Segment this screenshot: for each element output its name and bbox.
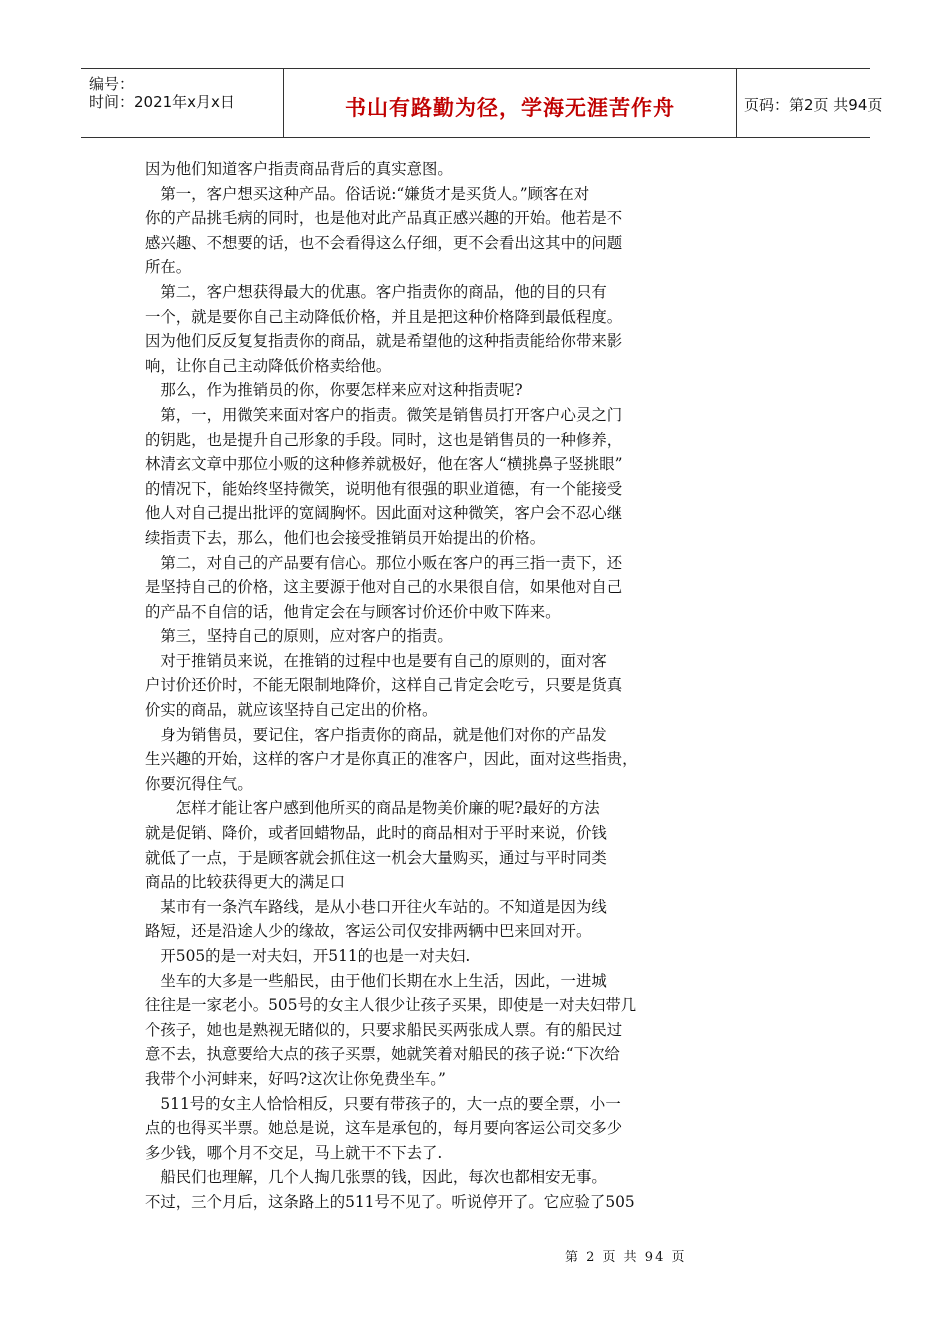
- body-text-line: 就是促销、降价，或者回蜡物品，此时的商品相对于平时来说，价钱: [145, 824, 607, 843]
- body-text-line: 开505的是一对夫妇，开511的也是一对夫妇.: [145, 947, 471, 965]
- body-text-line: 的产品不自信的话，他肯定会在与顾客讨价还价中败下阵来。: [145, 602, 561, 621]
- body-text-line: 价实的商品，就应该坚持自己定出的价格。: [145, 701, 438, 720]
- body-text-line: 往往是一家老小。505号的女主人很少让孩子买果，即使是一对夫妇带几: [145, 996, 637, 1015]
- body-text-line: 就低了一点，于是顾客就会抓住这一机会大量购买，通过与平时同类: [145, 848, 607, 867]
- body-text-line: 我带个小河蚌来，好吗?这次让你免费坐车。”: [145, 1069, 446, 1088]
- body-text-line: 响，让你自己主动降低价格卖给他。: [145, 356, 392, 375]
- body-text-line: 怎样才能让客户感到他所买的商品是物美价廉的呢?最好的方法: [145, 799, 600, 818]
- body-text-line: 意不去，执意要给大点的孩子买票，她就笑着对船民的孩子说:“下次给: [145, 1045, 620, 1064]
- body-text-line: 商品的比较获得更大的满足口: [145, 873, 346, 892]
- body-text-line: 林清玄文章中那位小贩的这种修养就极好，他在客人“横挑鼻子竖挑眼”: [145, 455, 623, 474]
- document-number-label: 编号：: [89, 75, 135, 93]
- body-text-line: 生兴趣的开始，这样的客户才是你真正的准客户，因此，面对这些指贵，: [145, 750, 638, 769]
- body-text-line: 船民们也理解，几个人掏几张票的钱，因此，每次也都相安无事。: [145, 1168, 607, 1187]
- body-text-line: 续指责下去，那么，他们也会接受推销员开始提出的价格。: [145, 528, 546, 547]
- body-text-line: 感兴趣、不想要的话，也不会看得这么仔细，更不会看出这其中的问题: [145, 233, 623, 252]
- body-text-line: 第三，坚持自己的原则，应对客户的指责。: [145, 627, 453, 646]
- body-text-line: 一个，就是要你自己主动降低价格，并且是把这种价格降到最低程度。: [145, 307, 623, 326]
- body-text-line: 的钥匙，也是提升自己形象的手段。同时，这也是销售员的一种修养，: [145, 430, 623, 449]
- body-text-line: 对于推销员来说，在推销的过程中也是要有自己的原则的，面对客: [145, 651, 607, 670]
- body-text-line: 你要沉得住气。: [145, 774, 253, 793]
- body-text-line: 某市有一条汽车路线，是从小巷口开往火车站的。不知道是因为线: [145, 897, 607, 916]
- document-body: [145, 157, 685, 1215]
- body-text-line: 511号的女主人恰恰相反，只要有带孩子的，大一点的要全票，小一: [145, 1094, 621, 1113]
- body-text-line: 因为他们反反复复指责你的商品，就是希望他的这种指责能给你带来影: [145, 332, 623, 351]
- body-text-line: 因为他们知道客户指责商品背后的真实意图。: [145, 160, 453, 178]
- header-page-info: 页码：第2页 共94页: [744, 96, 883, 114]
- body-text-line: 坐车的大多是一些船民，由于他们长期在水上生活，因此，一进城: [145, 971, 607, 990]
- body-text-line: 路短，还是沿途人少的缘故，客运公司仅安排两辆中巴来回对开。: [145, 922, 592, 941]
- body-text-line: 个孩子，她也是熟视无睹似的，只要求船民买两张成人票。有的船民过: [145, 1020, 623, 1039]
- header-meta-cell: [81, 69, 283, 137]
- page-footer: 第 2 页 共 94 页: [565, 1250, 687, 1265]
- header-motto: 书山有路勤为径，学海无涯苦作舟: [345, 96, 675, 120]
- body-text-line: 不过，三个月后，这条路上的511号不见了。听说停开了。它应验了505: [145, 1192, 635, 1211]
- body-text-line: 第，一，用微笑来面对客户的指责。微笑是销售员打开客户心灵之门: [145, 405, 623, 424]
- header-page-cell: [736, 69, 883, 137]
- body-text-line: 那么，作为推销员的你，你要怎样来应对这种指责呢?: [145, 381, 523, 400]
- body-text-line: 多少钱，哪个月不交足，马上就干不下去了.: [145, 1143, 443, 1162]
- body-text-line: 所在。: [145, 258, 192, 277]
- body-text-line: 的情况下，能始终坚持微笑，说明他有很强的职业道德，有一个能接受: [145, 479, 623, 498]
- body-text-line: 第一，客户想买这种产品。俗话说:“嫌货才是买货人。”顾客在对: [145, 184, 590, 203]
- header-motto-cell: [283, 69, 737, 137]
- page-header: [81, 68, 883, 138]
- body-text-line: 身为销售员，要记住，客户指责你的商品，就是他们对你的产品发: [145, 725, 607, 744]
- body-text-line: 点的也得买半票。她总是说，这车是承包的，每月要向客运公司交多少: [145, 1119, 623, 1138]
- body-text-line: 第二，对自己的产品要有信心。那位小贩在客户的再三指一责下，还: [145, 553, 623, 572]
- document-date: 时间：2021年x月x日: [89, 93, 235, 111]
- body-text-line: 他人对自己提出批评的宽阔胸怀。因此面对这种微笑，客户会不忍心继: [145, 504, 623, 523]
- body-text-line: 是坚持自己的价格，这主要源于他对自己的水果很自信，如果他对自己: [145, 578, 623, 597]
- body-text-line: 第二，客户想获得最大的优惠。客户指责你的商品，他的目的只有: [145, 282, 607, 301]
- body-text-line: 户讨价还价时，不能无限制地降价，这样自己肯定会吃亏，只要是货真: [145, 676, 623, 695]
- body-text-line: 你的产品挑毛病的同时，也是他对此产品真正感兴趣的开始。他若是不: [145, 209, 623, 228]
